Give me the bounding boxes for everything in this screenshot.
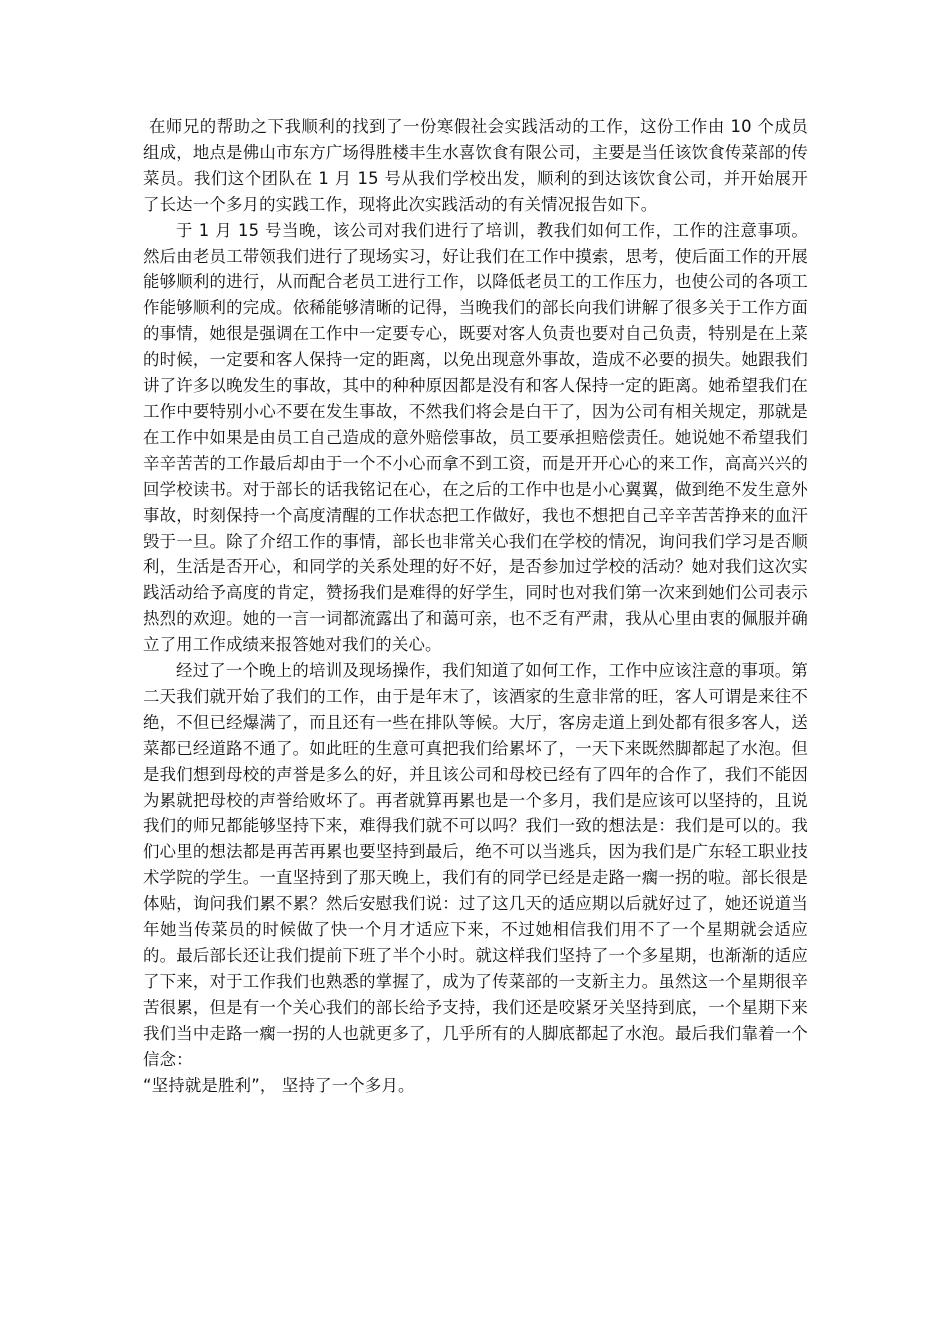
report-body (143, 114, 808, 1098)
paragraph-training: 于 1 月 15 号当晚，该公司对我们进行了培训，教我们如何工作，工作的注意事项。然后由老员工带领我们进行了现场实习，好让我们在工作中摸索，思考，使后面工作的开展能够顺利的进行，从而配合老员工进行工作，以降低老员工的工作压力，也使公司的各项工作能够顺利的完成。依稀能够清晰的记得，当晚我们的部长向我们讲解了很多关于工作方面的事情，她很是强调在工作中一定要专心，既要对客人负责也要对自己负责，特别是在上菜的时候，一定要和客人保持一定的距离，以免出现意外事故，造成不必要的损失。她跟我们讲了许多以晚发生的事故，其中的种种原因都是没有和客人保持一定的距离。她希望我们在工作中要特别小心不要在发生事故，不然我们将会是白干了，因为公司有相关规定，那就是在工作中如果是由员工自己造成的意外赔偿事故，员工要承担赔偿责任。她说她不希望我们辛辛苦苦的工作最后却由于一个不小心而拿不到工资，而是开开心心的来工作，高高兴兴的回学校读书。对于部长的话我铭记在心，在之后的工作中也是小心翼翼，做到绝不发生意外事故，时刻保持一个高度清醒的工作状态把工作做好，我也不想把自己辛辛苦苦挣来的血汗毁于一旦。除了介绍工作的事情，部长也非常关心我们在学校的情况，询问我们学习是否顺利，生活是否开心，和同学的关系处理的好不好，是否参加过学校的活动？她对我们这次实践活动给予高度的肯定，赞扬我们是难得的好学生，同时也对我们第一次来到她们公司表示热烈的欢迎。她的一言一词都流露出了和蔼可亲，也不乏有严肃，我从心里由衷的佩服并确立了用工作成绩来报答她对我们的关心。 (143, 220, 808, 655)
paragraph-work: 经过了一个晚上的培训及现场操作，我们知道了如何工作，工作中应该注意的事项。第二天我们就开始了我们的工作，由于是年末了，该酒家的生意非常的旺，客人可谓是来往不绝，不但已经爆满了，而且还有一些在排队等候。大厅，客房走道上到处都有很多客人，送菜都已经道路不通了。如此旺的生意可真把我们给累坏了，一天下来既然脚都起了水泡。但是我们想到母校的声誉是多么的好，并且该公司和母校已经有了四年的合作了，我们不能因为累就把母校的声誉给败坏了。再者就算再累也是一个多月，我们是应该可以坚持的，且说我们的师兄都能够坚持下来，难得我们就不可以吗？我们一致的想法是：我们是可以的。我们心里的想法都是再苦再累也要坚持到最后，绝不可以当逃兵，因为我们是广东轻工职业技术学院的学生。一直坚持到了那天晚上，我们有的同学已经是走路一瘸一拐的啦。部长很是体贴，询问我们累不累？然后安慰我们说：过了这几天的适应期以后就好过了，她还说道当年她当传菜员的时候做了快一个月才适应下来，不过她相信我们用不了一个星期就会适应的。最后部长还让我们提前下班了半个小时。就这样我们坚持了一个多星期，也渐渐的适应了下来，对于工作我们也熟悉的掌握了，成为了传菜部的一支新主力。虽然这一个星期很辛苦很累，但是有一个关心我们的部长给予支持，我们还是咬紧牙关坚持到底，一个星期下来我们当中走路一瘸一拐的人也就更多了，几乎所有的人脚底都起了水泡。最后我们靠着一个信念： (143, 661, 808, 1069)
paragraph-intro: 在师兄的帮助之下我顺利的找到了一份寒假社会实践活动的工作，这份工作由 10 个成员组成，地点是佛山市东方广场得胜楼丰生水喜饮食有限公司，主要是当任该饮食传菜部的传菜员。我们这个团队在 1 月 15 号从我们学校出发，顺利的到达该饮食公司，并开始展开了长达一个多月的实践工作，现将此次实践活动的有关情况报告如下。 (143, 117, 808, 214)
paragraph-conclusion: “坚持就是胜利”， 坚持了一个多月。 (143, 1075, 415, 1095)
